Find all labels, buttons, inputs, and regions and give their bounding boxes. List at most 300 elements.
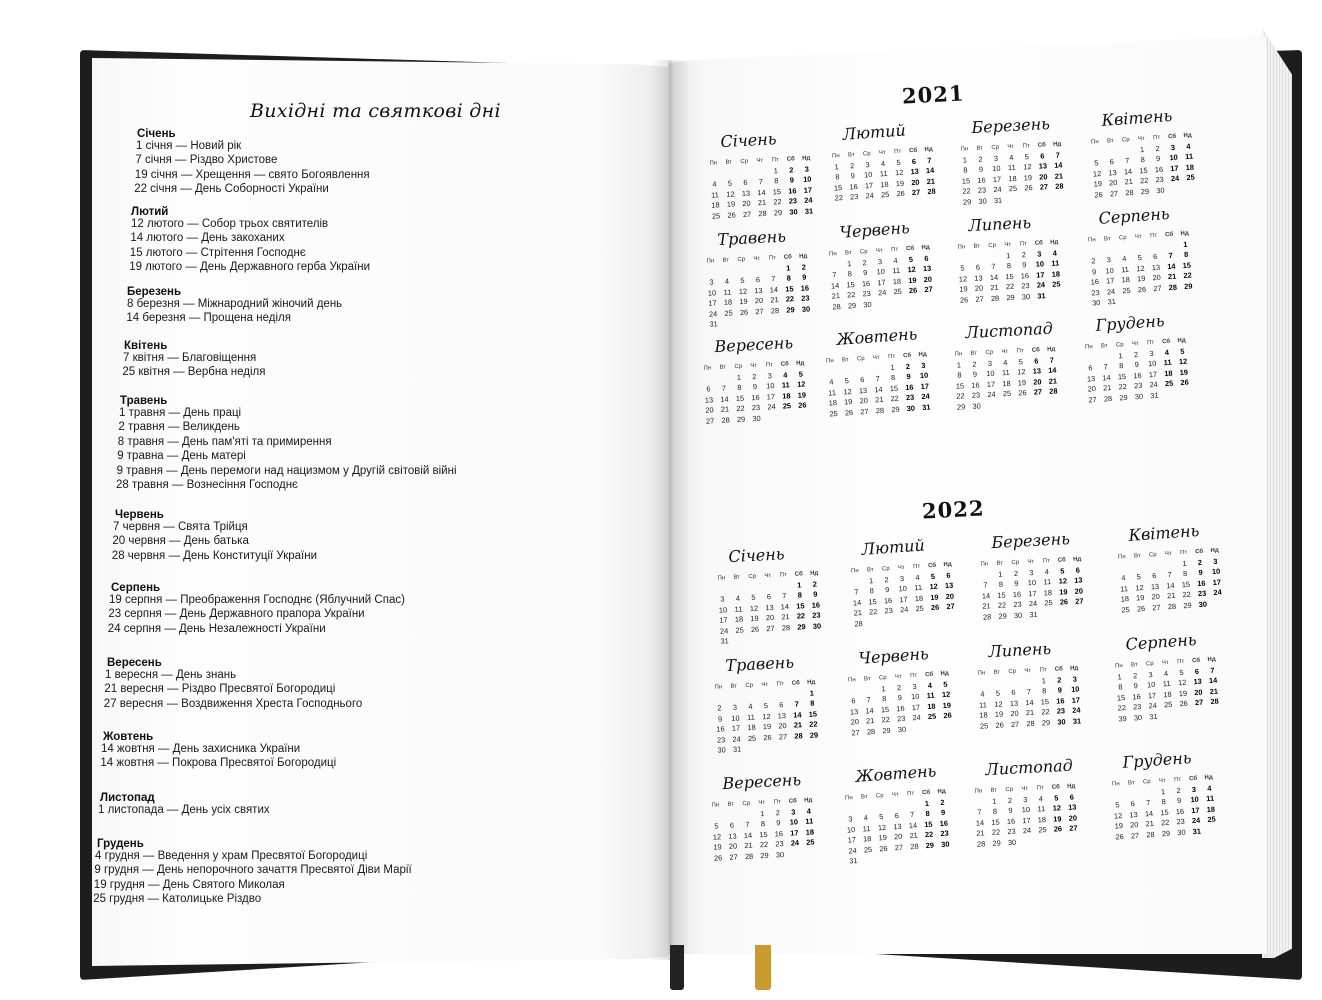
calendar-day: 2: [905, 361, 911, 371]
calendar-day: 28: [1049, 386, 1058, 396]
calendar-day: 18: [1163, 689, 1172, 699]
calendar-day: 5: [751, 592, 756, 603]
calendar-day: 11: [978, 699, 988, 710]
holiday-entry: 9 травна — День матері: [117, 450, 246, 463]
calendar-day: 7: [977, 807, 982, 817]
calendar-day: 17: [992, 174, 1002, 184]
weekday-header: Вт: [976, 145, 984, 152]
calendar-day: 11: [1037, 804, 1046, 814]
calendar-day: 2: [896, 682, 902, 692]
calendar-month-name: Травень: [716, 226, 787, 250]
holiday-entry: 7 січня — Різдво Христове: [135, 154, 278, 167]
calendar-day: 1: [834, 161, 839, 171]
calendar-day: 24: [1106, 286, 1116, 296]
weekday-header: Пн: [980, 561, 989, 568]
calendar-day: 22: [834, 193, 844, 203]
calendar-day: 31: [993, 195, 1003, 205]
calendar-day: 8: [737, 382, 742, 393]
calendar-day: 7: [1103, 362, 1109, 372]
calendar-day: 26: [1059, 597, 1069, 607]
calendar-day: [799, 314, 815, 325]
calendar-day: 17: [1071, 694, 1081, 705]
weekday-header: Ср: [737, 256, 746, 264]
calendar-day: 12: [941, 689, 951, 700]
calendar-day: [866, 617, 882, 629]
calendar-day: 20: [705, 405, 714, 415]
calendar-day: [906, 296, 922, 308]
calendar-day: 2: [1013, 568, 1019, 578]
calendar-day: [1168, 184, 1184, 196]
calendar-day: 14: [925, 165, 935, 176]
calendar-day: 5: [714, 821, 719, 831]
calendar-day: 19: [1023, 172, 1033, 182]
weekday-header: Пн: [706, 258, 715, 265]
weekday-header: Чт: [1164, 550, 1172, 558]
calendar-day: 6: [894, 810, 900, 821]
calendar-day: 2: [1197, 557, 1203, 567]
weekday-header: Чт: [1024, 667, 1032, 675]
weekday-header: Чт: [1161, 659, 1169, 667]
calendar-day: 13: [910, 166, 920, 177]
calendar-day: 5: [798, 369, 804, 379]
calendar-day: 11: [862, 823, 871, 833]
holiday-entry: 19 січня — Хрещення — свято Богоявлення: [134, 168, 370, 181]
weekday-header: Пн: [1114, 663, 1123, 670]
calendar-day: 19: [762, 721, 772, 732]
calendar-day: 11: [1001, 367, 1010, 378]
calendar-day: 10: [1021, 804, 1031, 815]
calendar-month: [969, 754, 1104, 861]
calendar-day: 22: [1005, 281, 1015, 292]
calendar-day: 15: [1040, 696, 1050, 706]
calendar-day: 3: [720, 594, 725, 604]
calendar-day: 26: [763, 732, 772, 742]
calendar-day: 2: [1155, 143, 1160, 153]
calendar-day-grid: [953, 237, 1065, 306]
calendar-day: 25: [880, 189, 890, 200]
calendar-day: 10: [1147, 358, 1157, 369]
calendar-day: 4: [748, 701, 753, 712]
calendar-day: 20: [923, 274, 933, 284]
calendar-day: 7: [926, 155, 932, 165]
calendar-day: 13: [858, 385, 868, 395]
calendar-day: 3: [987, 358, 993, 368]
calendar-day: 3: [1148, 669, 1153, 679]
calendar-day: 24: [899, 604, 909, 615]
calendar-day: 11: [734, 604, 743, 614]
calendar-day: 23: [977, 185, 987, 195]
calendar-day: 17: [1022, 815, 1031, 825]
calendar-day: 18: [862, 833, 872, 844]
calendar-day: 15: [1005, 271, 1014, 281]
weekday-header: Ср: [1145, 660, 1154, 668]
calendar-month: [1112, 518, 1249, 627]
calendar-day: 13: [741, 188, 751, 198]
calendar-day: 22: [1160, 817, 1170, 828]
calendar-day: 13: [1108, 167, 1117, 178]
calendar-day: 27: [1010, 719, 1020, 729]
calendar-day: 4: [724, 276, 730, 286]
calendar-day: 7: [1124, 156, 1130, 166]
calendar-day: 30: [1176, 827, 1186, 837]
weekday-header: Пн: [960, 146, 969, 153]
calendar-day: 4: [1052, 248, 1058, 258]
holiday-entry: 9 грудня — День непорочного зачаття Пресвятої Діви Марії: [94, 864, 412, 877]
calendar-day: 11: [827, 387, 837, 398]
weekday-header: Ср: [1118, 234, 1127, 242]
calendar-day: [752, 317, 768, 328]
weekday-header: Нд: [1067, 783, 1076, 790]
calendar-day: 4: [980, 689, 985, 699]
calendar-day: 28: [875, 405, 885, 415]
calendar-month: [1082, 201, 1219, 310]
calendar-day: 21: [909, 830, 919, 841]
weekday-header: Нд: [799, 253, 808, 260]
calendar-day: 8: [834, 172, 840, 182]
calendar-day: 16: [1090, 277, 1100, 287]
calendar-month-name: Січень: [727, 544, 785, 567]
calendar-day: 21: [1166, 590, 1176, 601]
calendar-day: 22: [1139, 175, 1149, 186]
calendar-day: 5: [942, 679, 948, 689]
holiday-month-name: Квітень: [124, 340, 168, 352]
calendar-day: 7: [983, 580, 988, 590]
calendar-day: 6: [1151, 571, 1157, 581]
calendar-day: [940, 721, 956, 733]
calendar-day: [768, 316, 784, 327]
calendar-day: 12: [877, 822, 887, 832]
calendar-day: 19: [713, 842, 722, 852]
weekday-header: Пн: [850, 568, 859, 575]
calendar-day-grid: [1114, 545, 1227, 615]
calendar-day: 11: [892, 265, 901, 276]
calendar-day: 3: [877, 256, 883, 266]
calendar-day: 28: [854, 618, 863, 629]
calendar-day: 16: [1132, 691, 1141, 702]
calendar-day-grid: [713, 568, 825, 647]
weekday-header: Вт: [1133, 553, 1141, 560]
calendar-day: 11: [746, 712, 756, 722]
calendar-day: [923, 850, 939, 862]
calendar-day: 20: [1039, 171, 1048, 182]
calendar-day: 30: [1021, 291, 1031, 301]
calendar-day: 23: [716, 734, 726, 745]
calendar-day: 26: [713, 852, 723, 863]
calendar-day: 10: [1070, 684, 1080, 694]
calendar-day: 1: [846, 258, 852, 268]
calendar-day: 23: [801, 293, 810, 303]
calendar-day: 24: [877, 287, 887, 298]
calendar-day: 27: [705, 415, 715, 426]
calendar-day: 30: [717, 745, 726, 755]
calendar-day: 29: [786, 304, 795, 315]
weekday-header: Нд: [918, 351, 927, 359]
weekday-header: Вт: [990, 787, 998, 794]
calendar-day: 28: [794, 730, 803, 741]
calendar-day: 31: [1072, 715, 1082, 726]
weekday-header: Чт: [1131, 340, 1139, 348]
calendar-day: 3: [865, 159, 870, 169]
weekday-header: Пт: [765, 362, 773, 369]
calendar-day: 25: [1163, 699, 1173, 710]
calendar-day: 1: [1182, 239, 1188, 249]
calendar-day: 21: [757, 197, 767, 208]
calendar-day-grid: [822, 349, 935, 419]
calendar-day: 15: [785, 283, 794, 294]
calendar-day-grid: [710, 677, 822, 756]
calendar-day: 11: [723, 287, 732, 297]
calendar-day: 19: [1135, 592, 1145, 603]
calendar-day: 24: [1028, 598, 1038, 609]
calendar-day: 17: [803, 184, 813, 195]
calendar-day: 16: [849, 181, 858, 192]
weekday-header: Пн: [825, 358, 834, 365]
calendar-day: [745, 743, 761, 754]
calendar-day: 29: [773, 207, 783, 217]
calendar-day: 39: [1118, 713, 1127, 724]
calendar-day: 2: [788, 164, 794, 175]
holiday-entry: 28 травня — Вознесіння Господнє: [116, 479, 298, 491]
calendar-month-name: Червень: [838, 217, 911, 242]
calendar-day: 10: [707, 287, 717, 298]
calendar-day: [897, 615, 913, 627]
calendar-day: 13: [765, 602, 774, 612]
calendar-day: 3: [920, 360, 926, 370]
calendar-day: 5: [727, 178, 733, 188]
calendar-day: 10: [898, 583, 908, 594]
calendar-day: 6: [975, 262, 981, 272]
calendar-day: 5: [1137, 252, 1143, 263]
calendar-day: [760, 743, 776, 754]
holiday-entry: 1 вересня — День знань: [105, 669, 237, 681]
calendar-day-grid: [1084, 228, 1197, 309]
calendar-day: 14: [743, 830, 753, 840]
calendar-day: 13: [1086, 373, 1096, 384]
weekday-header: Пт: [773, 799, 781, 806]
calendar-day: 19: [994, 709, 1004, 719]
calendar-day: 25: [1008, 183, 1018, 194]
calendar-day: 1: [785, 262, 791, 273]
calendar-day: 6: [1069, 792, 1075, 802]
holiday-entry: 9 травня — День перемоги над нацизмом у Другій світовій війні: [116, 464, 457, 477]
calendar-day: [779, 633, 795, 644]
calendar-day: [1177, 388, 1193, 400]
calendar-day: 21: [1054, 170, 1064, 181]
calendar-day: 28: [1167, 601, 1177, 611]
calendar-day: 23: [751, 402, 761, 413]
calendar-day: [1161, 710, 1177, 722]
calendar-day: 6: [1152, 251, 1158, 262]
calendar-day: 14: [852, 597, 862, 608]
calendar-day: 16: [1154, 164, 1164, 174]
weekday-header: Нд: [1183, 132, 1192, 140]
calendar-day: 25: [806, 837, 815, 847]
calendar-month-name: Серпень: [1124, 629, 1198, 654]
weekday-header: Чт: [764, 572, 772, 580]
calendar-day: 30: [1198, 599, 1208, 609]
calendar-day: 31: [848, 855, 858, 866]
calendar-day: 12: [1016, 367, 1026, 377]
calendar-day: 8: [760, 818, 766, 829]
calendar-day: 22: [956, 391, 965, 401]
calendar-day: 31: [1107, 296, 1117, 307]
weekday-header: Чт: [878, 149, 886, 157]
calendar-day: 1: [881, 683, 886, 693]
weekday-header: Сб: [1054, 666, 1063, 673]
calendar-day: [1183, 183, 1199, 195]
calendar-day: 24: [804, 195, 813, 205]
weekday-header: Нд: [1204, 774, 1213, 782]
calendar-day-grid: [825, 242, 938, 312]
calendar-month-name: Вересень: [713, 333, 794, 357]
calendar-day: 22: [868, 606, 878, 617]
calendar-day: 19: [1059, 586, 1068, 597]
calendar-day: 28: [1146, 829, 1155, 839]
calendar-day: 18: [734, 614, 744, 624]
calendar-day: 28: [758, 208, 767, 218]
calendar-day: 14: [720, 393, 729, 404]
calendar-day: 26: [959, 294, 969, 305]
calendar-day: 13: [1032, 366, 1042, 376]
calendar-day: 15: [961, 175, 971, 186]
calendar-day: 8: [786, 273, 792, 283]
calendar-day: 8: [957, 370, 962, 380]
calendar-day: 16: [1006, 816, 1016, 826]
weekday-header: Нд: [1070, 665, 1079, 672]
calendar-day: 10: [863, 169, 873, 180]
calendar-day: 30: [1133, 712, 1143, 722]
calendar-day: 25: [1207, 814, 1216, 825]
calendar-day: 5: [740, 275, 745, 286]
calendar-day: 14: [981, 590, 991, 601]
calendar-day: 18: [914, 593, 924, 603]
calendar-day: 17: [1105, 275, 1115, 286]
calendar-day: [1166, 292, 1182, 304]
weekday-header: Чт: [1021, 785, 1029, 793]
calendar-day: 23: [940, 828, 949, 839]
calendar-day: 17: [1036, 269, 1045, 280]
calendar-day: 10: [765, 381, 775, 391]
calendar-day: 4: [927, 680, 933, 690]
calendar-day: 3: [804, 164, 810, 174]
calendar-day: 24: [708, 308, 718, 319]
calendar-month: [706, 768, 841, 875]
calendar-day: 9: [1133, 681, 1139, 691]
calendar-day: 1: [760, 808, 765, 818]
holiday-entry: 22 січня — День Соборності України: [134, 183, 329, 196]
calendar-day: 15: [796, 600, 805, 611]
calendar-day: 14: [908, 820, 918, 830]
calendar-day: 16: [800, 282, 810, 293]
weekday-header: Пт: [1039, 667, 1047, 674]
weekday-header: Чт: [1007, 143, 1015, 151]
page-block-edge: [1262, 28, 1292, 958]
calendar-day: 15: [868, 596, 877, 607]
calendar-day: 17: [920, 381, 930, 391]
calendar-day: [890, 297, 906, 309]
calendar-day: 17: [877, 277, 886, 287]
calendar-day: 14: [1123, 166, 1133, 176]
calendar-day: 29: [809, 729, 819, 740]
calendar-day: 20: [765, 612, 775, 623]
weekday-header: Ср: [859, 248, 868, 256]
weekday-header: Ср: [856, 355, 865, 363]
calendar-day: 4: [1163, 668, 1169, 678]
calendar-day: 10: [910, 691, 920, 702]
calendar-day: 16: [1196, 578, 1206, 588]
calendar-day: 26: [995, 719, 1004, 730]
calendar-day: 12: [994, 698, 1003, 709]
weekday-header: Нд: [1050, 239, 1059, 246]
calendar-day: 7: [866, 695, 872, 705]
calendar-day: [912, 614, 928, 626]
weekday-header: Сб: [1189, 775, 1198, 783]
calendar-day: [909, 723, 925, 735]
calendar-day: 26: [727, 209, 736, 220]
calendar-day: 26: [1053, 824, 1063, 834]
calendar-day: [1204, 825, 1220, 837]
weekday-header: Вт: [1130, 662, 1138, 669]
weekday-header: Сб: [788, 798, 797, 805]
calendar-day: 22: [759, 839, 769, 850]
calendar-day-grid: [705, 153, 817, 222]
calendar-day: 12: [958, 273, 968, 284]
calendar-day: 3: [1072, 674, 1078, 684]
weekday-header: Вт: [722, 257, 730, 264]
calendar-day: 5: [1053, 792, 1059, 803]
holiday-entry: 12 лютого — Собор трьох святителів: [131, 218, 329, 230]
weekday-header: Сб: [903, 352, 912, 360]
calendar-day: 1: [736, 372, 742, 382]
calendar-day: [1072, 607, 1088, 618]
weekday-header: Пт: [1019, 241, 1027, 248]
calendar-day: 12: [749, 603, 759, 613]
calendar-day: 29: [1041, 717, 1051, 727]
calendar-day: 13: [849, 706, 859, 717]
calendar-day: 4: [1009, 152, 1014, 162]
calendar-day: 28: [1055, 181, 1064, 191]
weekday-header: Чт: [875, 247, 883, 255]
calendar-day: 17: [790, 827, 799, 838]
holiday-entry: 14 жовтня — День захисника України: [101, 743, 301, 755]
calendar-day: [788, 849, 804, 860]
calendar-day: 17: [1148, 369, 1158, 379]
calendar-day: 7: [1167, 569, 1173, 580]
calendar-day: [1020, 836, 1036, 847]
calendar-day: 18: [1185, 162, 1195, 172]
weekday-header: Нд: [1177, 337, 1186, 345]
calendar-day: 7: [991, 261, 996, 272]
weekday-header: Вт: [841, 357, 849, 364]
calendar-day: 10: [919, 370, 929, 381]
calendar-day: [732, 635, 748, 646]
holiday-entry: 4 грудня — Введення у храм Пресвятої Богородиці: [95, 850, 368, 862]
calendar-day: 26: [798, 400, 807, 410]
calendar-day-grid: [699, 358, 811, 427]
calendar-day: 20: [1129, 819, 1139, 830]
calendar-day-grid: [847, 559, 960, 629]
calendar-day: 16: [939, 818, 949, 828]
calendar-day: 6: [1039, 150, 1045, 161]
calendar-day: 25: [1121, 604, 1130, 615]
holiday-entry: 24 серпня — День Незалежності України: [107, 622, 326, 635]
calendar-day: 24: [1036, 280, 1046, 290]
calendar-day: 14: [830, 280, 840, 291]
calendar-day: 15: [1181, 579, 1191, 589]
calendar-month-name: Лютий: [841, 120, 907, 144]
calendar-month-name: Листопад: [964, 318, 1054, 343]
calendar-day: 11: [1120, 264, 1130, 274]
